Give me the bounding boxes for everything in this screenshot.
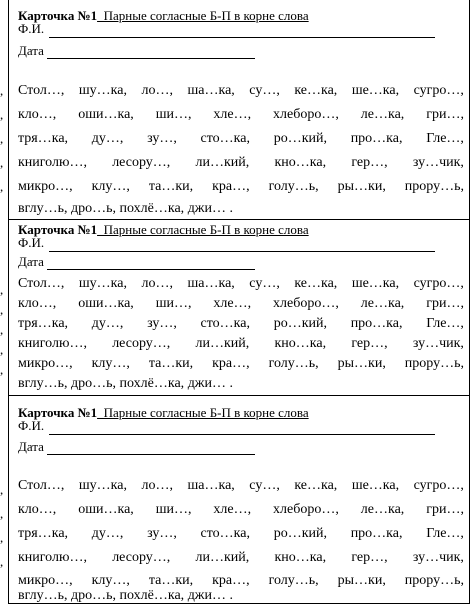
word: книголю…, — [18, 336, 87, 351]
date-label: Дата — [18, 254, 44, 269]
word-row — [18, 550, 464, 566]
word-row — [18, 478, 464, 494]
word-row — [18, 155, 464, 171]
word: похлё…ка, — [119, 376, 185, 391]
edge-mark: , — [0, 506, 4, 521]
word: та…ки, — [148, 573, 194, 588]
fio-label: Ф.И. — [18, 21, 45, 36]
word: дро…ь, — [71, 588, 117, 603]
date-label: Дата — [18, 43, 44, 58]
word: хле…, — [213, 502, 252, 517]
edge-mark: , — [0, 342, 4, 357]
word: Гле…, — [426, 526, 464, 541]
word-row — [18, 376, 464, 392]
word: хлеборо…, — [273, 502, 339, 517]
word: гри…, — [426, 296, 464, 311]
word: ша…ка, — [187, 276, 235, 291]
word: зу…, — [147, 316, 177, 331]
word: кло…, — [18, 296, 57, 311]
word: ше…ка, — [351, 276, 400, 291]
exercise-card-1 — [8, 0, 470, 220]
word: гри…, — [426, 502, 464, 517]
edge-mark: , — [0, 179, 4, 194]
word: похлё…ка, — [119, 201, 185, 216]
card-title: Карточка №1_Парные согласные Б-П в корне слова — [18, 8, 309, 23]
word: оши…ка, — [78, 502, 134, 517]
edge-mark: , — [0, 554, 4, 569]
word: оши…ка, — [78, 107, 134, 122]
word: ло…, — [141, 83, 173, 98]
word: микро…, — [18, 573, 73, 588]
word: голу…ь, — [268, 573, 319, 588]
edge-mark: , — [0, 131, 4, 146]
word-row — [18, 526, 464, 542]
date-field[interactable] — [47, 255, 255, 270]
word: ши…, — [155, 502, 192, 517]
word: кра…, — [212, 573, 250, 588]
word: ша…ка, — [187, 478, 235, 493]
word-row — [18, 296, 464, 312]
word-row — [18, 179, 464, 195]
word: ро…кий, — [273, 316, 327, 331]
edge-mark: , — [0, 83, 4, 98]
word: сугро…, — [413, 478, 464, 493]
word: гер…, — [351, 550, 388, 565]
word: та…ки, — [148, 356, 194, 371]
card-title: Карточка №1_Парные согласные Б-П в корне слова — [18, 222, 309, 237]
word: шу…ка, — [78, 276, 127, 291]
fio-label: Ф.И. — [18, 235, 45, 250]
edge-mark: , — [0, 322, 4, 337]
word: ро…кий, — [273, 131, 327, 146]
word: дро…ь, — [71, 201, 117, 216]
word: джи… . — [187, 201, 233, 216]
edge-mark: , — [0, 282, 4, 297]
word: тря…ка, — [18, 526, 69, 541]
word: су…, — [249, 478, 280, 493]
fio-field[interactable] — [49, 23, 435, 38]
word: ле…ка, — [360, 296, 405, 311]
word: ке…ка, — [294, 83, 338, 98]
date-field[interactable] — [47, 440, 255, 455]
word: клу…, — [91, 356, 130, 371]
word: ло…, — [141, 276, 173, 291]
word-row — [18, 276, 464, 292]
card-title: Карточка №1_Парные согласные Б-П в корне слова — [18, 405, 309, 420]
word: ли…кий, — [195, 336, 250, 351]
word: зу…, — [147, 526, 177, 541]
word: хле…, — [213, 107, 252, 122]
word: хлеборо…, — [273, 107, 339, 122]
word: ли…кий, — [195, 155, 250, 170]
exercise-card-2 — [8, 220, 470, 396]
word: лесору…, — [112, 155, 171, 170]
exercise-card-3 — [8, 396, 470, 604]
edge-mark: , — [0, 107, 4, 122]
word: про…ка, — [350, 316, 403, 331]
word-row — [18, 83, 464, 99]
word: хлеборо…, — [273, 296, 339, 311]
word: кно…ка, — [274, 336, 327, 351]
word: ке…ка, — [294, 478, 338, 493]
word-row — [18, 502, 464, 518]
word: ры…ки, — [337, 573, 386, 588]
word: тря…ка, — [18, 316, 69, 331]
word: сто…ка, — [200, 526, 250, 541]
word: лесору…, — [112, 336, 171, 351]
word: гер…, — [351, 336, 388, 351]
fio-field[interactable] — [49, 420, 435, 435]
word: ло…, — [141, 478, 173, 493]
word: гри…, — [426, 107, 464, 122]
word: сугро…, — [413, 276, 464, 291]
word: ры…ки, — [337, 179, 386, 194]
word: ле…ка, — [360, 107, 405, 122]
word: кно…ка, — [274, 550, 327, 565]
word-row — [18, 316, 464, 332]
word: кно…ка, — [274, 155, 327, 170]
word: книголю…, — [18, 550, 87, 565]
word-row — [18, 573, 464, 589]
word: шу…ка, — [78, 83, 127, 98]
word: та…ки, — [148, 179, 194, 194]
word: зу…чик, — [412, 336, 464, 351]
word: прору…ь, — [404, 573, 464, 588]
word: зу…чик, — [412, 550, 464, 565]
word: тря…ка, — [18, 131, 69, 146]
word: хле…, — [213, 296, 252, 311]
word: джи… . — [187, 588, 233, 603]
word: гер…, — [351, 155, 388, 170]
word: микро…, — [18, 179, 73, 194]
word: джи… . — [187, 376, 233, 391]
word: су…, — [249, 83, 280, 98]
word: зу…, — [147, 131, 177, 146]
edge-mark: , — [0, 155, 4, 170]
word: Стол…, — [18, 276, 65, 291]
word: Стол…, — [18, 83, 65, 98]
word: ке…ка, — [294, 276, 338, 291]
word: сто…ка, — [200, 316, 250, 331]
word: шу…ка, — [78, 478, 127, 493]
word: ши…, — [155, 107, 192, 122]
word: голу…ь, — [268, 356, 319, 371]
word: клу…, — [91, 573, 130, 588]
word: сугро…, — [413, 83, 464, 98]
word: ры…ки, — [337, 356, 386, 371]
word: дро…ь, — [71, 376, 117, 391]
left-edge-marks — [0, 0, 8, 604]
word: книголю…, — [18, 155, 87, 170]
edge-mark: , — [0, 302, 4, 317]
word: кра…, — [212, 356, 250, 371]
word: лесору…, — [112, 550, 171, 565]
word: ду…, — [91, 526, 124, 541]
word: Стол…, — [18, 478, 65, 493]
word: вглу…ь, — [18, 588, 68, 603]
word: су…, — [249, 276, 280, 291]
word: ли…кий, — [195, 550, 250, 565]
word-row — [18, 336, 464, 352]
date-field[interactable] — [47, 44, 255, 59]
word: Гле…, — [426, 316, 464, 331]
date-label: Дата — [18, 439, 44, 454]
word: микро…, — [18, 356, 73, 371]
word: оши…ка, — [78, 296, 134, 311]
word: прору…ь, — [404, 179, 464, 194]
edge-mark: , — [0, 482, 4, 497]
word: зу…чик, — [412, 155, 464, 170]
word-row — [18, 201, 464, 217]
edge-mark: , — [0, 362, 4, 377]
word: про…ка, — [350, 131, 403, 146]
word: ше…ка, — [351, 478, 400, 493]
word: ле…ка, — [360, 502, 405, 517]
word: вглу…ь, — [18, 376, 68, 391]
word-row — [18, 107, 464, 123]
word-row — [18, 588, 464, 604]
word: ша…ка, — [187, 83, 235, 98]
word: Гле…, — [426, 131, 464, 146]
word: ро…кий, — [273, 526, 327, 541]
word: сто…ка, — [200, 131, 250, 146]
word: про…ка, — [350, 526, 403, 541]
word: прору…ь, — [404, 356, 464, 371]
word: клу…, — [91, 179, 130, 194]
word: ду…, — [91, 131, 124, 146]
word: кра…, — [212, 179, 250, 194]
word: ши…, — [155, 296, 192, 311]
word: кло…, — [18, 502, 57, 517]
word: похлё…ка, — [119, 588, 185, 603]
word: ду…, — [91, 316, 124, 331]
word: ше…ка, — [351, 83, 400, 98]
fio-field[interactable] — [49, 237, 435, 252]
word-row — [18, 131, 464, 147]
edge-mark: , — [0, 530, 4, 545]
word-row — [18, 356, 464, 372]
word: кло…, — [18, 107, 57, 122]
word: голу…ь, — [268, 179, 319, 194]
fio-label: Ф.И. — [18, 418, 45, 433]
word: вглу…ь, — [18, 201, 68, 216]
